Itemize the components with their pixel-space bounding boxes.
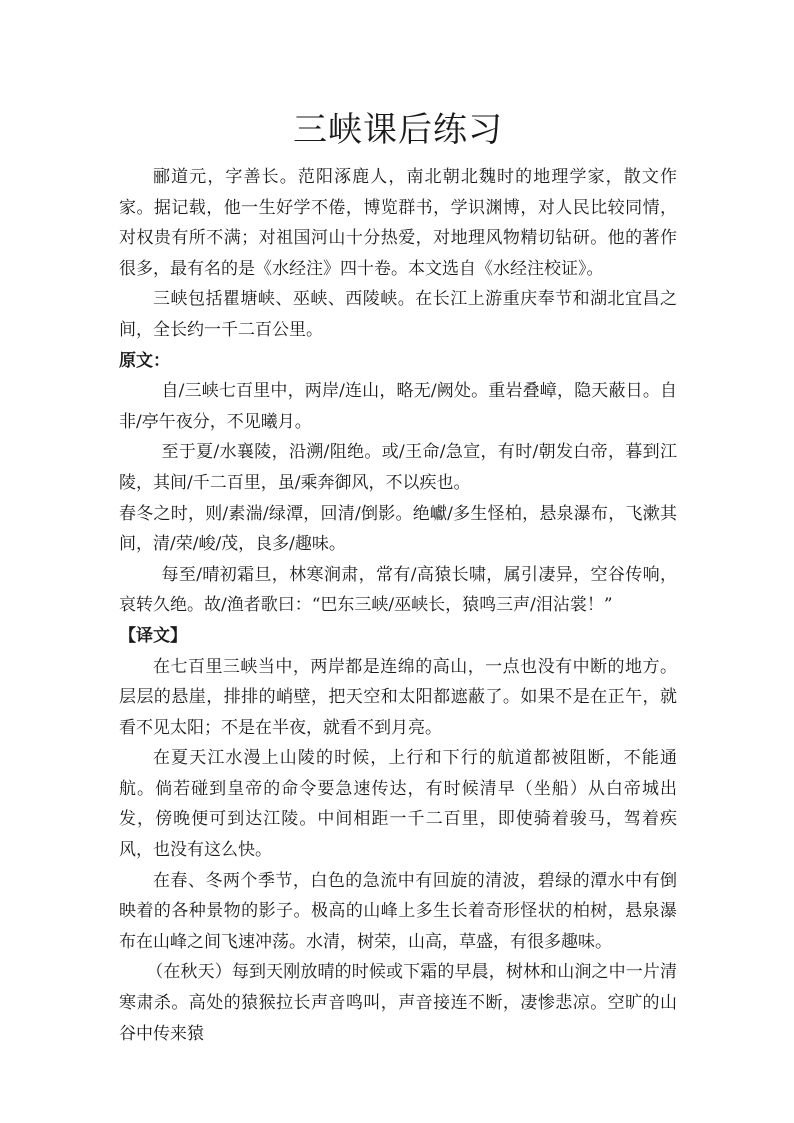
- document-page: [119, 100, 677, 1049]
- translation-paragraph-4: （在秋天）每到天刚放晴的时候或下霜的早晨，树林和山涧之中一片清寒肃杀。高处的猿猴拉长声音鸣叫，声音接连不断，凄惨悲凉。空旷的山谷中传来猿: [119, 962, 677, 1044]
- translation-paragraph-2: 在夏天江水漫上山陵的时候，上行和下行的航道都被阻断，不能通航。倘若碰到皇帝的命令要急速传达，有时候清早（坐船）从白帝城出发，傍晚便可到达江陵。中间相距一千二百里，即使骑着骏马，驾着疾风，也没有这么快。: [119, 748, 677, 861]
- translation-paragraph-1: 在七百里三峡当中，两岸都是连绵的高山，一点也没有中断的地方。层层的悬崖，排排的峭壁，把天空和太阳都遮蔽了。如果不是在正午，就看不见太阳；不是在半夜，就看不到月亮。: [119, 656, 677, 738]
- original-paragraph-2: 至于夏/水襄陵，沿溯/阻绝。或/王命/急宣，有时/朝发白帝，暮到江陵，其间/千二百里，虽/乘奔御风，不以疾也。: [119, 442, 677, 493]
- page-title: 三峡课后练习: [293, 110, 503, 150]
- translation-paragraph-3: 在春、冬两个季节，白色的急流中有回旋的清波，碧绿的潭水中有倒映着的各种景物的影子。极高的山峰上多生长着奇形怪状的柏树，悬泉瀑布在山峰之间飞速冲荡。水清，树荣，山高，草盛，有很多趣味。: [119, 870, 677, 952]
- original-paragraph-4: 每至/晴初霜旦，林寒涧肃，常有/高猿长啸，属引凄异，空谷传响，哀转久绝。故/渔者歌曰：“巴东三峡/巫峡长，猿鸣三声/泪沾裳！”: [119, 564, 677, 616]
- translation-heading: 【译文】: [119, 625, 187, 646]
- original-paragraph-3: 春冬之时，则/素湍/绿潭，回清/倒影。绝巘/多生怪柏，悬泉瀑布，飞漱其间，清/荣/峻/茂，良多/趣味。: [119, 503, 677, 555]
- original-text-heading: 原文：: [119, 350, 170, 371]
- intro-paragraph-author: 郦道元，字善长。范阳涿鹿人，南北朝北魏时的地理学家，散文作家。据记载，他一生好学不倦，博览群书，学识渊博，对人民比较同情，对权贵有所不满；对祖国河山十分热爱，对地理风物精切钻研。他的著作很多，最有名的是《水经注》四十卷。本文选自《水经注校证》。: [119, 167, 677, 279]
- intro-paragraph-three-gorges: 三峡包括瞿塘峡、巫峡、西陵峡。在长江上游重庆奉节和湖北宜昌之间，全长约一千二百公里。: [119, 289, 677, 340]
- original-paragraph-1: 自/三峡七百里中，两岸/连山，略无/阙处。重岩叠嶂，隐天蔽日。自非/亭午夜分，不见曦月。: [119, 381, 677, 432]
